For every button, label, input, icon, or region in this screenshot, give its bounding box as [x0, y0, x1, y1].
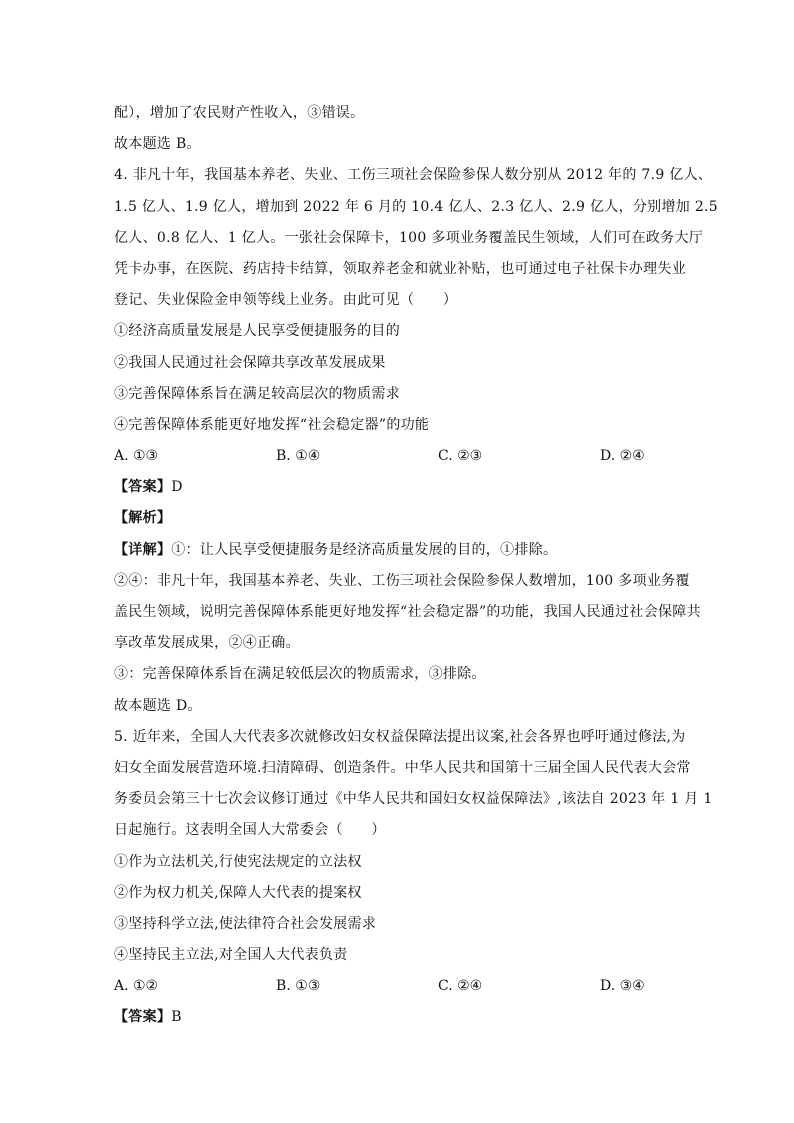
detail-line: ②④：非凡十年，我国基本养老、失业、工伤三项社会保险参保人数增加，100 多项业务覆	[114, 572, 690, 589]
question-4-stem: 凭卡办事，在医院、药店持卡结算，领取养老金和就业补贴，也可通过电子社保卡办理失业	[114, 260, 686, 277]
detail-text: ①：让人民享受便捷服务是经济高质量发展的目的，①排除。	[171, 541, 558, 558]
option-c: C. ②③	[438, 448, 483, 465]
answer-value: B	[171, 1009, 182, 1026]
answer-value: D	[171, 479, 183, 496]
option-a: A. ①③	[114, 448, 159, 465]
text-line: 配），增加了农民财产性收入，③错误。	[114, 105, 365, 121]
document-page	[114, 98, 718, 1034]
question-5-statement-1: ①作为立法机关,行使宪法规定的立法权	[114, 853, 362, 870]
option-a: A. ①②	[114, 978, 159, 995]
option-d: D. ③④	[600, 978, 645, 995]
option-c: C. ②④	[438, 978, 483, 995]
question-5-answer	[114, 1002, 694, 1033]
question-5-options	[114, 971, 694, 1002]
question-4-statement-3: ③完善保障体系旨在满足较高层次的物质需求	[114, 385, 400, 402]
question-4-answer	[114, 472, 694, 503]
question-4-stem: 登记、失业保险金申领等线上业务。由此可见（ ）	[114, 292, 458, 309]
analysis-tag: 【解析】	[114, 510, 172, 527]
answer-tag: 【答案】	[114, 1009, 172, 1026]
question-4-options	[114, 441, 694, 472]
question-5-stem: 5. 近年来，全国人大代表多次就修改妇女权益保障法提出议案,社会各界也呼吁通过修法,为	[114, 728, 686, 745]
detail-line: ③：完善保障体系旨在满足较低层次的物质需求，③排除。	[114, 666, 486, 683]
question-4-analysis	[114, 503, 694, 534]
question-4-detail	[114, 535, 694, 566]
detail-line: 故本题选 D。	[114, 697, 202, 714]
question-5-stem: 妇女全面发展营造环境.扫清障碍、创造条件。中华人民共和国第十三届全国人民代表大会常	[114, 759, 691, 776]
detail-line: 盖民生领域，说明完善保障体系能更好地发挥“社会稳定器”的功能，我国人民通过社会保障共	[114, 604, 701, 620]
question-4-stem: 亿人、0.8 亿人、1 亿人。一张社会保障卡，100 多项业务覆盖民生领域，人们可在政务大厅	[114, 229, 704, 246]
text-line: 故本题选 B。	[114, 136, 201, 153]
question-4-stem: 4. 非凡十年，我国基本养老、失业、工伤三项社会保险参保人数分别从 2012 年的 7.9 亿人、	[114, 167, 713, 184]
question-5-statement-2: ②作为权力机关,保障人大代表的提案权	[114, 884, 362, 901]
option-d: D. ②④	[600, 448, 645, 465]
option-b: B. ①④	[276, 448, 321, 465]
detail-line: 享改革发展成果，②④正确。	[114, 635, 300, 652]
option-b: B. ①③	[276, 978, 321, 995]
question-5-statement-3: ③坚持科学立法,使法律符合社会发展需求	[114, 915, 377, 932]
answer-tag: 【答案】	[114, 479, 172, 496]
question-5-stem: 日起施行。这表明全国人大常委会（ ）	[114, 822, 386, 839]
question-5-stem: 务委员会第三十七次会议修订通过《中华人民共和国妇女权益保障法》,该法自 2023 年 1 月 1	[114, 791, 713, 808]
question-4-stem: 1.5 亿人、1.9 亿人，增加到 2022 年 6 月的 10.4 亿人、2.3 亿人、2.9 亿人，分别增加 2.5	[114, 198, 718, 215]
question-4-statement-4: ④完善保障体系能更好地发挥“社会稳定器”的功能	[114, 416, 430, 433]
question-5-statement-4: ④坚持民主立法,对全国人大代表负责	[114, 947, 348, 964]
question-4-statement-2: ②我国人民通过社会保障共享改革发展成果	[114, 354, 386, 371]
detail-tag: 【详解】	[114, 541, 172, 558]
question-4-statement-1: ①经济高质量发展是人民享受便捷服务的目的	[114, 323, 400, 340]
